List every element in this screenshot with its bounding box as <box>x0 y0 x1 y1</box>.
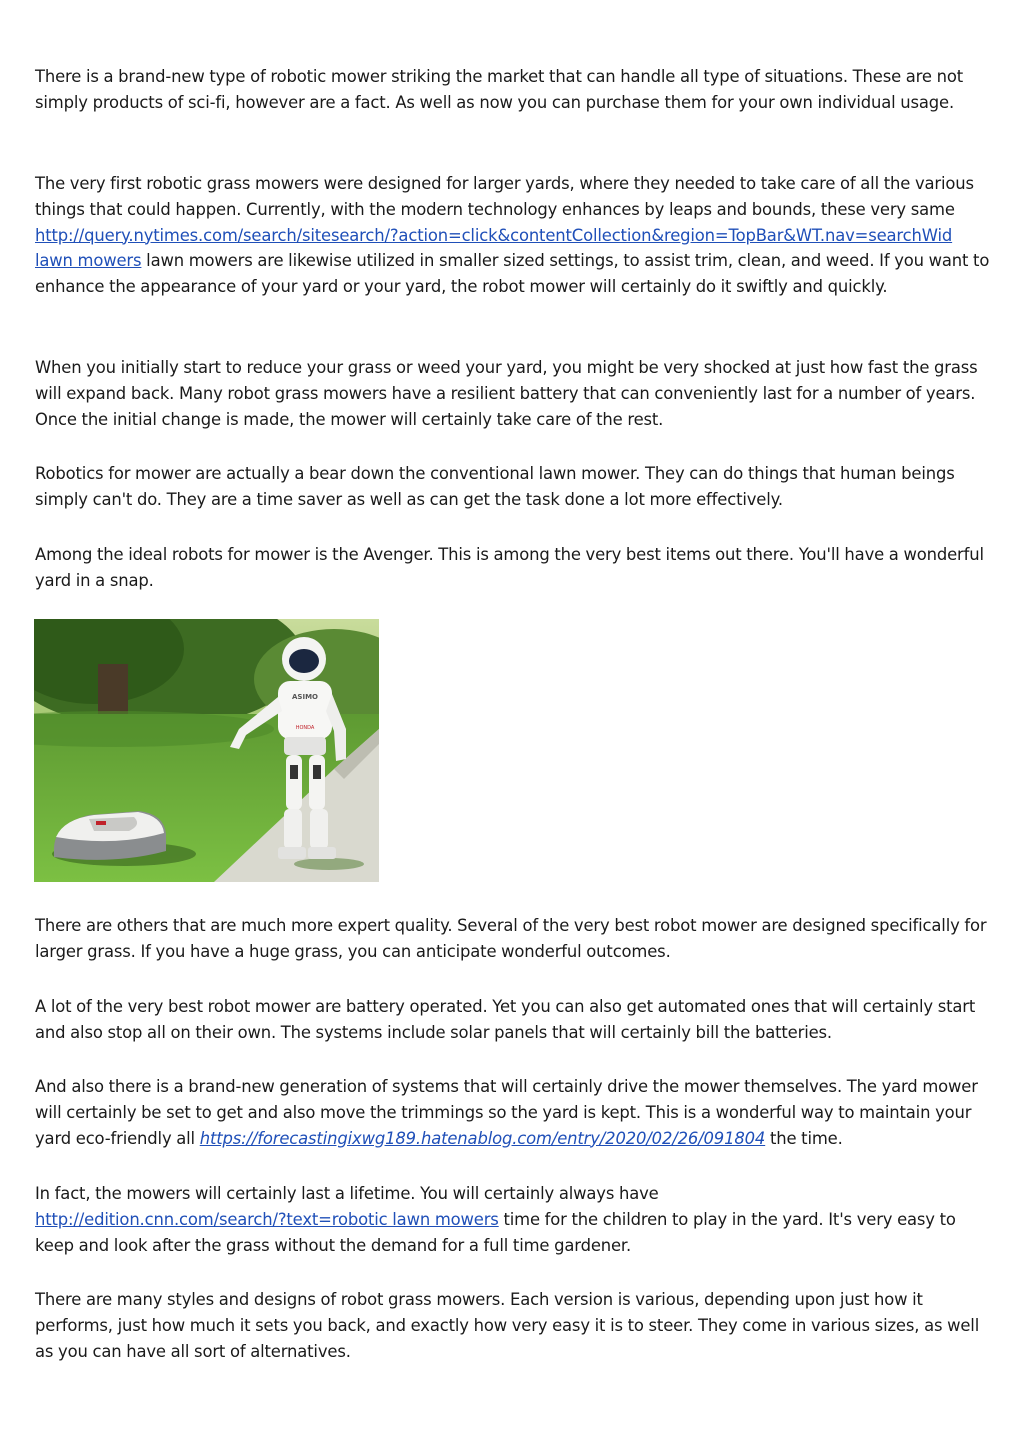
nytimes-search-link[interactable]: http://query.nytimes.com/search/sitesearch/?action=click&contentCollection&region=TopBar&WT.nav=searchWid <box>35 225 953 245</box>
paragraph-text: In fact, the mowers will certainly last a lifetime. You will certainly always have <box>35 1184 659 1203</box>
robot-mower-photo <box>34 619 379 882</box>
paragraph-text: time for the children to play in the yard. It's very easy to keep and look after the grass without the demand for a full time gardener. <box>35 1209 956 1255</box>
paragraph-text: There are many styles and designs of robot grass mowers. Each version is various, depending upon just how it performs, just how much it sets you back, and exactly how very easy it is to steer. They come in various sizes, as well as you can have all sort of alternatives. <box>35 1290 980 1361</box>
paragraph-lifetime <box>35 1181 995 1258</box>
paragraph-text: The very first robotic grass mowers were designed for larger yards, where they needed to take care of all the various things that could happen. Currently, with the modern technology enhances by leaps and bounds, these very same <box>35 174 974 219</box>
paragraph-text: There is a brand-new type of robotic mower striking the market that can handle all type of situations. These are not simply products of sci-fi, however are a fact. As well as now you can purchase them for your own individual usage. <box>35 67 964 112</box>
paragraph-grass-growth <box>35 355 995 432</box>
paragraph-text: A lot of the very best robot mower are battery operated. Yet you can also get automated ones that will certainly start and also stop all on their own. The systems include solar panels that will certainly bill the batteries. <box>35 997 976 1042</box>
paragraph-avenger <box>35 542 995 594</box>
paragraph-text: Among the ideal robots for mower is the Avenger. This is among the very best items out there. You'll have a wonderful yard in a snap. <box>35 545 984 590</box>
paragraph-expert-quality <box>35 913 995 965</box>
cnn-search-link[interactable]: http://edition.cnn.com/search/?text=robotic lawn mowers <box>35 1209 499 1229</box>
nytimes-search-link-continued[interactable]: lawn mowers <box>35 251 142 271</box>
paragraph-styles <box>35 1287 995 1364</box>
paragraph-battery <box>35 994 995 1046</box>
robot-brand-label: HONDA <box>295 725 315 731</box>
paragraph-text: lawn mowers are likewise utilized in smaller sized settings, to assist trim, clean, and weed. If you want to enhance the appearance of your yard or your yard, the robot mower will certainly do it swiftly and quickly. <box>35 251 990 297</box>
paragraph-text: When you initially start to reduce your grass or weed your yard, you might be very shocked at just how fast the grass will expand back. Many robot grass mowers have a resilient battery that can conveniently last for a number of years. Once the initial change is made, the mower will certainly take care of the rest. <box>35 358 978 429</box>
paragraph-text: the time. <box>765 1128 843 1148</box>
paragraph-new-generation <box>35 1074 995 1151</box>
paragraph-intro <box>35 64 995 116</box>
hatenablog-link[interactable]: https://forecastingixwg189.hatenablog.com/entry/2020/02/26/091804 <box>199 1128 766 1148</box>
paragraph-text: And also there is a brand-new generation of systems that will certainly drive the mower themselves. The yard mower will certainly be set to get and also move the trimmings so the yard is kept. This is a wonderful way to maintain your yard eco-friendly all <box>35 1077 978 1148</box>
paragraph-text: Robotics for mower are actually a bear down the conventional lawn mower. They can do things that human beings simply can't do. They are a time saver as well as can get the task done a lot more effectively. <box>35 464 955 509</box>
paragraph-first-mowers <box>35 171 995 300</box>
paragraph-text: There are others that are much more expert quality. Several of the very best robot mower are designed specifically for larger grass. If you have a huge grass, you can anticipate wonderful outcomes. <box>35 916 987 961</box>
paragraph-robotics <box>35 461 995 513</box>
robot-chest-label: ASIMO <box>292 693 318 701</box>
